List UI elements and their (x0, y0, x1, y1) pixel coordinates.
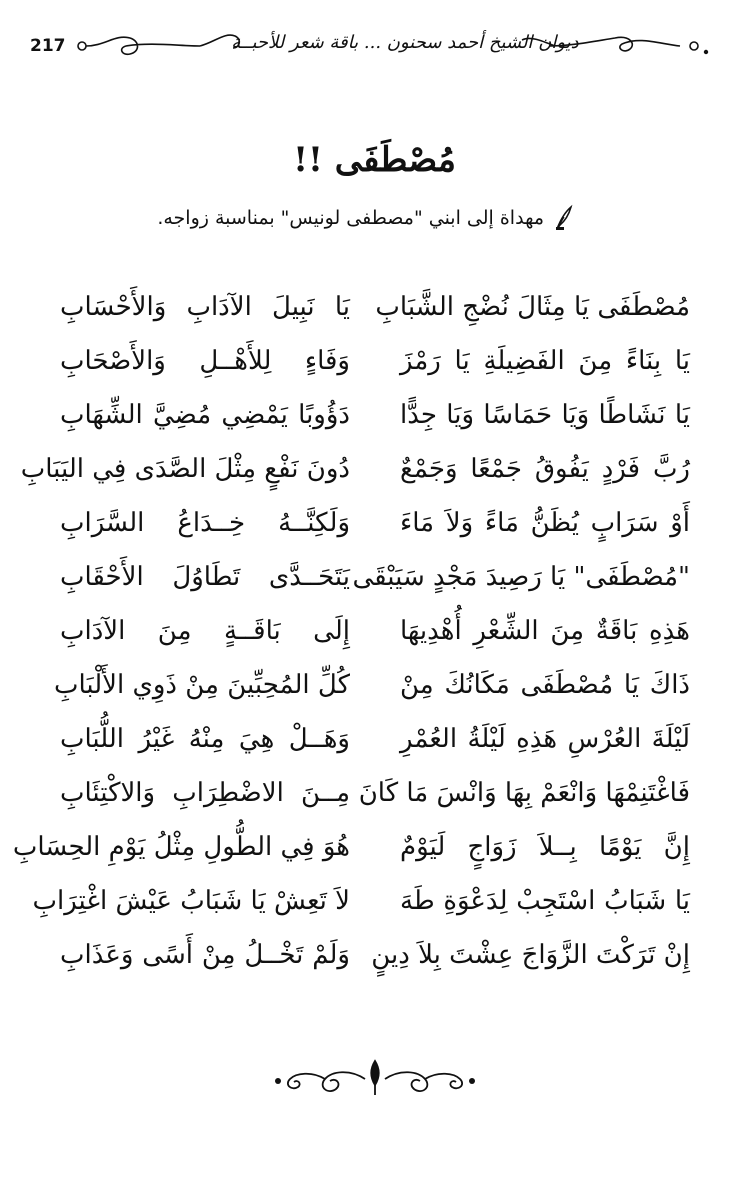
verse (32, 878, 690, 932)
verse-first-hemistich: هَذِهِ بَاقَةٌ مِنَ الشِّعْرِ أُهْدِيهَا (400, 616, 690, 646)
verse (60, 770, 690, 824)
verse-first-hemistich: إِنَّ يَوْمًا بِــلاَ زَوَاجٍ لَيَوْمٌ (400, 832, 690, 862)
quill-icon (554, 205, 574, 231)
verse-second-hemistich: وَهَــلْ هِيَ مِنْهُ غَيْرُ اللُّبَابِ (60, 724, 350, 754)
verse-first-hemistich: إِنْ تَرَكْتَ الزَّوَاجَ عِشْتَ بِلاَ دِينٍ (371, 940, 690, 970)
poem-body (12, 284, 690, 986)
verse-second-hemistich: وَلَكِنَّــهُ خِــدَاعُ السَّرَابِ (60, 508, 350, 538)
verse (60, 284, 690, 338)
running-title: ديوان الشيخ أحمد سحنون ... باقة شعر للأحبــة (231, 32, 579, 53)
dedication-text: مهداة إلى ابني "مصطفى لونيس" بمناسبة زواجه. (157, 207, 544, 229)
verse-first-hemistich: ذَاكَ يَا مُصْطَفَى مَكَانُكَ مِنْ (400, 670, 690, 700)
verse-first-hemistich: "مُصْطَفَى" يَا رَصِيدَ مَجْدٍ سَيَبْقَى (352, 562, 690, 592)
verse-first-hemistich: رُبَّ فَرْدٍ يَفُوقُ جَمْعًا وَجَمْعٌ (400, 454, 690, 484)
verse-second-hemistich: دُونَ نَفْعٍ مِثْلَ الصَّدَى فِي اليَبَابِ (20, 454, 350, 484)
dedication (157, 205, 574, 231)
page-header (30, 22, 720, 72)
verse-first-hemistich: أَوْ سَرَابٍ يُظَنُّ مَاءً وَلاَ مَاءَ (400, 508, 690, 538)
verse-second-hemistich: يَا نَبِيلَ الآدَابِ وَالأَحْسَابِ (60, 292, 350, 322)
verse (60, 554, 690, 608)
poem-title: مُصْطَفَى !! (293, 140, 456, 180)
verse (60, 716, 690, 770)
verse-first-hemistich: لَيْلَةَ العُرْسِ هَذِهِ لَيْلَةُ العُمْرِ (400, 724, 690, 754)
verse-first-hemistich: مُصْطَفَى يَا مِثَالَ نُضْجِ الشَّبَابِ (375, 292, 690, 322)
verse-second-hemistich: مِــنَ الاضْطِرَابِ وَالاكْتِئَابِ (60, 778, 350, 808)
verse-second-hemistich: إِلَى بَاقَــةٍ مِنَ الآدَابِ (60, 616, 350, 646)
verse (60, 932, 690, 986)
verse (60, 338, 690, 392)
verse-first-hemistich: فَاغْتَنِمْهَا وَانْعَمْ بِهَا وَانْسَ مَا كَانَ (358, 778, 690, 808)
verse (60, 500, 690, 554)
verse-second-hemistich: وَلَمْ تَخْــلُ مِنْ أَسًى وَعَذَابِ (60, 940, 350, 970)
verse-second-hemistich: وَفَاءٍ لِلأَهْــلِ وَالأَصْحَابِ (60, 346, 350, 376)
verse-second-hemistich: كُلِّ المُحِبِّينَ مِنْ ذَوِي الأَلْبَابِ (54, 670, 350, 700)
page-number: 217 (30, 36, 66, 56)
verse-first-hemistich: يَا نَشَاطًا وَيَا حَمَاسًا وَيَا جِدًّا (400, 400, 690, 430)
verse-second-hemistich: هُوَ فِي الطُّولِ مِثْلُ يَوْمِ الحِسَابِ (12, 832, 350, 862)
verse-second-hemistich: يَتَحَــدَّى تَطَاوُلَ الأَحْقَابِ (60, 562, 350, 592)
verse-first-hemistich: يَا بِنَاءً مِنَ الفَضِيلَةِ يَا رَمْزَ (400, 346, 690, 376)
verse (20, 446, 690, 500)
verse (60, 392, 690, 446)
footer-ornament (270, 1055, 480, 1101)
verse (12, 824, 690, 878)
verse-second-hemistich: لاَ تَعِشْ يَا شَبَابُ عَيْشَ اغْتِرَابِ (32, 886, 350, 916)
verse (54, 662, 690, 716)
verse-second-hemistich: دَؤُوبًا يَمْضِي مُضِيَّ الشِّهَابِ (60, 400, 350, 430)
verse-first-hemistich: يَا شَبَابُ اسْتَجِبْ لِدَعْوَةِ طَهَ (400, 886, 690, 916)
verse (60, 608, 690, 662)
